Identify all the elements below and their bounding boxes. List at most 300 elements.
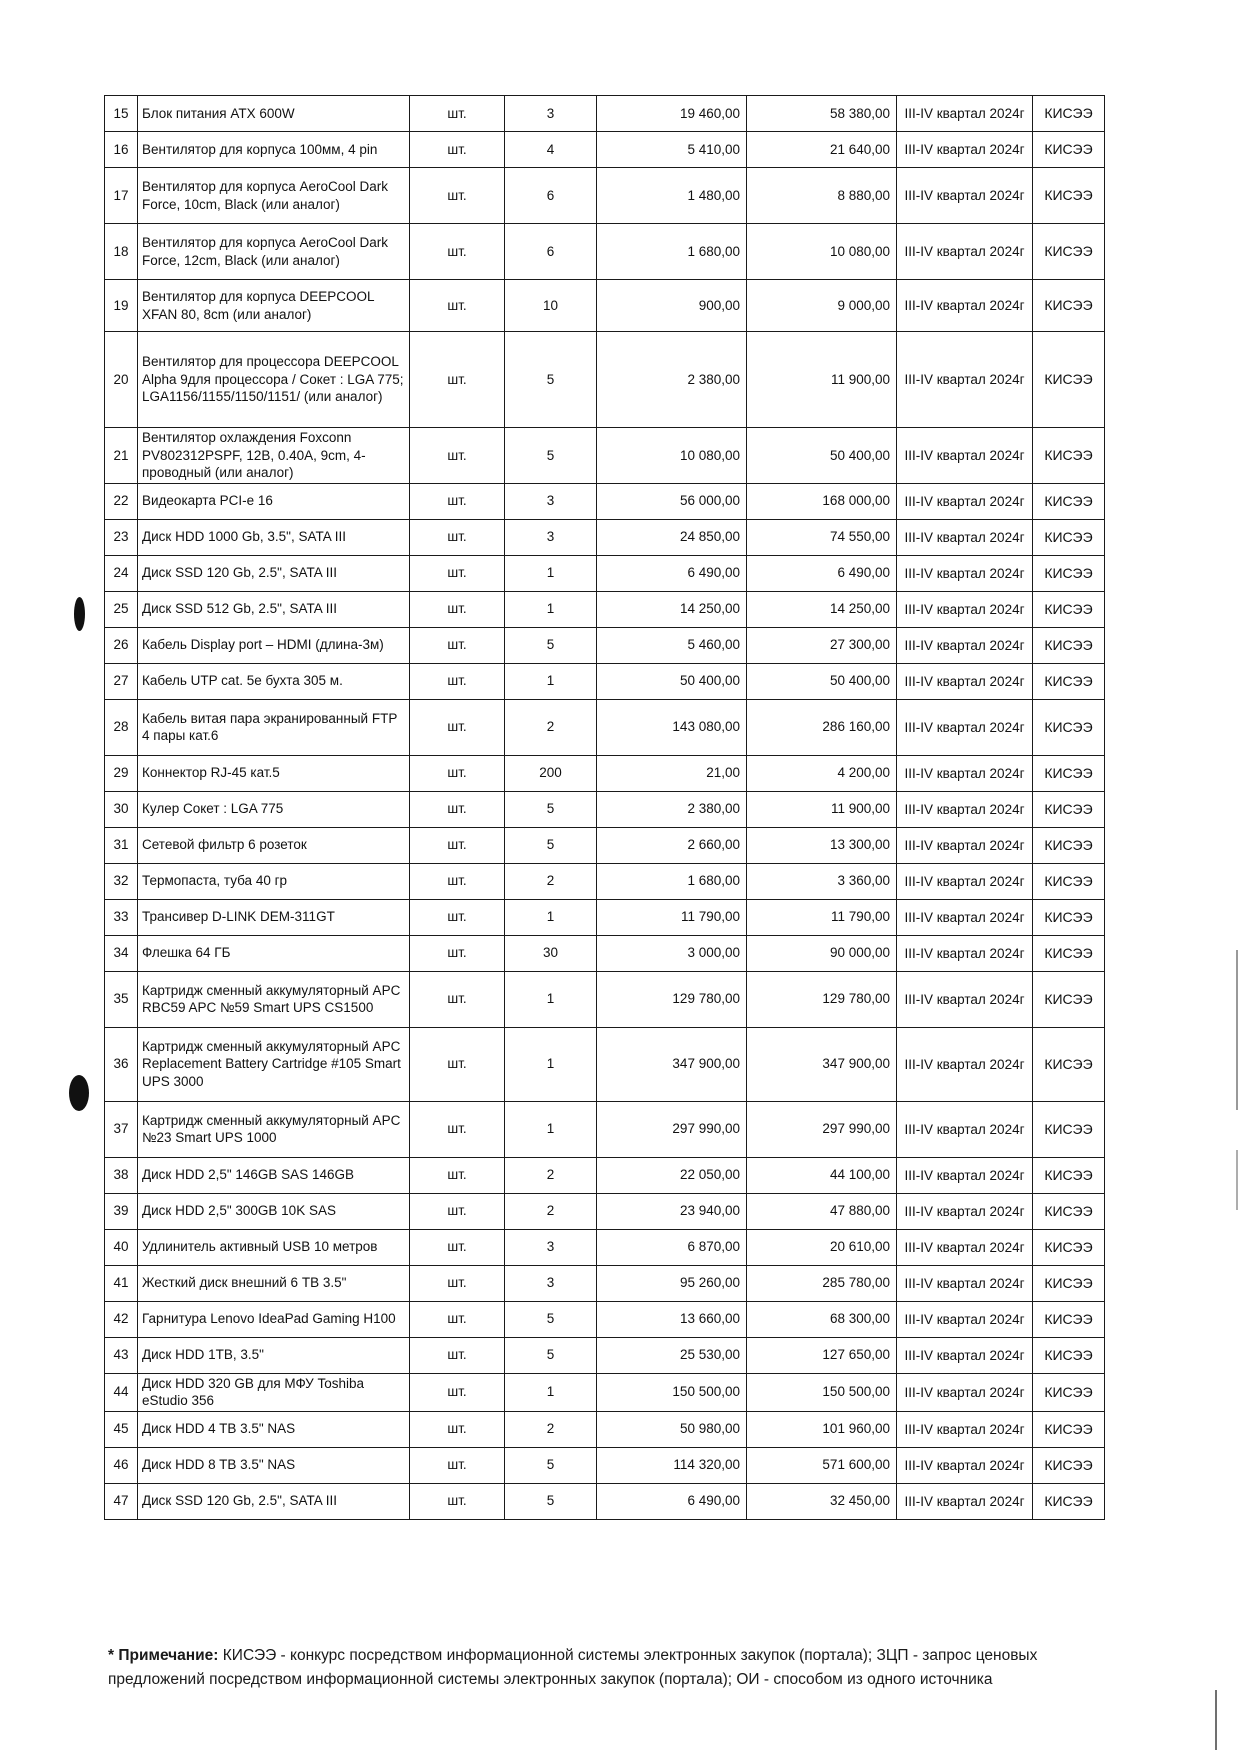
unit-cell: шт.	[410, 935, 505, 971]
quantity-cell: 2	[505, 863, 597, 899]
quantity-cell: 2	[505, 699, 597, 755]
delivery-period-cell: III-IV квартал 2024г	[897, 827, 1033, 863]
unit-cell: шт.	[410, 1447, 505, 1483]
unit-cell: шт.	[410, 519, 505, 555]
delivery-period-cell: III-IV квартал 2024г	[897, 935, 1033, 971]
quantity-cell: 5	[505, 791, 597, 827]
total-sum-cell: 13 300,00	[747, 827, 897, 863]
unit-cell: шт.	[410, 1337, 505, 1373]
table-row	[105, 1101, 1105, 1157]
table-row	[105, 1027, 1105, 1101]
table-row	[105, 224, 1105, 280]
item-name-cell: Диск SSD 120 Gb, 2.5", SATA III	[138, 1483, 410, 1519]
delivery-period-cell: III-IV квартал 2024г	[897, 699, 1033, 755]
procurement-method-cell: КИСЭЭ	[1033, 1447, 1105, 1483]
quantity-cell: 6	[505, 168, 597, 224]
table-row	[105, 699, 1105, 755]
procurement-method-cell: КИСЭЭ	[1033, 1193, 1105, 1229]
total-sum-cell: 571 600,00	[747, 1447, 897, 1483]
unit-price-cell: 10 080,00	[597, 428, 747, 484]
table-row	[105, 168, 1105, 224]
unit-price-cell: 5 410,00	[597, 132, 747, 168]
row-number-cell: 20	[105, 332, 138, 428]
punch-hole-mark	[69, 1075, 89, 1111]
table-row	[105, 591, 1105, 627]
unit-price-cell: 23 940,00	[597, 1193, 747, 1229]
delivery-period-cell: III-IV квартал 2024г	[897, 132, 1033, 168]
procurement-method-cell: КИСЭЭ	[1033, 1265, 1105, 1301]
table-row	[105, 1411, 1105, 1447]
unit-price-cell: 1 680,00	[597, 863, 747, 899]
item-name-cell: Сетевой фильтр 6 розеток	[138, 827, 410, 863]
row-number-cell: 36	[105, 1027, 138, 1101]
item-name-cell: Картридж сменный аккумуляторный APC Replacement Battery Cartridge #105 Smart UPS 3000	[138, 1027, 410, 1101]
quantity-cell: 5	[505, 1301, 597, 1337]
quantity-cell: 1	[505, 899, 597, 935]
unit-cell: шт.	[410, 1411, 505, 1447]
row-number-cell: 44	[105, 1373, 138, 1411]
procurement-method-cell: КИСЭЭ	[1033, 168, 1105, 224]
total-sum-cell: 9 000,00	[747, 280, 897, 332]
procurement-method-cell: КИСЭЭ	[1033, 1229, 1105, 1265]
quantity-cell: 3	[505, 519, 597, 555]
row-number-cell: 45	[105, 1411, 138, 1447]
table-row	[105, 863, 1105, 899]
quantity-cell: 200	[505, 755, 597, 791]
unit-price-cell: 900,00	[597, 280, 747, 332]
procurement-method-cell: КИСЭЭ	[1033, 791, 1105, 827]
procurement-method-cell: КИСЭЭ	[1033, 555, 1105, 591]
unit-price-cell: 22 050,00	[597, 1157, 747, 1193]
unit-cell: шт.	[410, 755, 505, 791]
total-sum-cell: 297 990,00	[747, 1101, 897, 1157]
quantity-cell: 3	[505, 1265, 597, 1301]
quantity-cell: 1	[505, 555, 597, 591]
procurement-method-cell: КИСЭЭ	[1033, 132, 1105, 168]
table-row	[105, 519, 1105, 555]
total-sum-cell: 3 360,00	[747, 863, 897, 899]
total-sum-cell: 11 900,00	[747, 791, 897, 827]
procurement-method-cell: КИСЭЭ	[1033, 483, 1105, 519]
delivery-period-cell: III-IV квартал 2024г	[897, 899, 1033, 935]
table-row	[105, 663, 1105, 699]
total-sum-cell: 21 640,00	[747, 132, 897, 168]
unit-cell: шт.	[410, 591, 505, 627]
procurement-method-cell: КИСЭЭ	[1033, 899, 1105, 935]
row-number-cell: 27	[105, 663, 138, 699]
table-row	[105, 1229, 1105, 1265]
unit-cell: шт.	[410, 899, 505, 935]
total-sum-cell: 11 790,00	[747, 899, 897, 935]
unit-cell: шт.	[410, 1193, 505, 1229]
item-name-cell: Картридж сменный аккумуляторный APC №23 Smart UPS 1000	[138, 1101, 410, 1157]
delivery-period-cell: III-IV квартал 2024г	[897, 1373, 1033, 1411]
delivery-period-cell: III-IV квартал 2024г	[897, 1301, 1033, 1337]
table-row	[105, 827, 1105, 863]
quantity-cell: 5	[505, 1447, 597, 1483]
row-number-cell: 24	[105, 555, 138, 591]
table-row	[105, 428, 1105, 484]
total-sum-cell: 44 100,00	[747, 1157, 897, 1193]
unit-price-cell: 95 260,00	[597, 1265, 747, 1301]
table-row	[105, 132, 1105, 168]
unit-price-cell: 6 490,00	[597, 1483, 747, 1519]
unit-cell: шт.	[410, 863, 505, 899]
table-row	[105, 1157, 1105, 1193]
total-sum-cell: 50 400,00	[747, 428, 897, 484]
unit-price-cell: 14 250,00	[597, 591, 747, 627]
table-row	[105, 627, 1105, 663]
scan-edge-mark	[1236, 950, 1238, 1110]
procurement-method-cell: КИСЭЭ	[1033, 971, 1105, 1027]
unit-price-cell: 347 900,00	[597, 1027, 747, 1101]
procurement-method-cell: КИСЭЭ	[1033, 1337, 1105, 1373]
table-body	[105, 96, 1105, 1520]
unit-cell: шт.	[410, 428, 505, 484]
unit-cell: шт.	[410, 224, 505, 280]
table-row	[105, 791, 1105, 827]
delivery-period-cell: III-IV квартал 2024г	[897, 519, 1033, 555]
unit-cell: шт.	[410, 627, 505, 663]
row-number-cell: 25	[105, 591, 138, 627]
item-name-cell: Кабель витая пара экранированный FTP 4 пары кат.6	[138, 699, 410, 755]
quantity-cell: 1	[505, 1027, 597, 1101]
procurement-method-cell: КИСЭЭ	[1033, 1027, 1105, 1101]
table-row	[105, 971, 1105, 1027]
procurement-method-cell: КИСЭЭ	[1033, 1157, 1105, 1193]
unit-cell: шт.	[410, 332, 505, 428]
total-sum-cell: 150 500,00	[747, 1373, 897, 1411]
unit-price-cell: 50 980,00	[597, 1411, 747, 1447]
delivery-period-cell: III-IV квартал 2024г	[897, 663, 1033, 699]
row-number-cell: 28	[105, 699, 138, 755]
quantity-cell: 5	[505, 332, 597, 428]
total-sum-cell: 8 880,00	[747, 168, 897, 224]
table-row	[105, 483, 1105, 519]
item-name-cell: Вентилятор для корпуса DEEPCOOL XFAN 80, 8cm (или аналог)	[138, 280, 410, 332]
row-number-cell: 26	[105, 627, 138, 663]
total-sum-cell: 27 300,00	[747, 627, 897, 663]
unit-cell: шт.	[410, 699, 505, 755]
quantity-cell: 2	[505, 1157, 597, 1193]
unit-cell: шт.	[410, 483, 505, 519]
item-name-cell: Термопаста, туба 40 гр	[138, 863, 410, 899]
delivery-period-cell: III-IV квартал 2024г	[897, 332, 1033, 428]
quantity-cell: 3	[505, 1229, 597, 1265]
unit-price-cell: 114 320,00	[597, 1447, 747, 1483]
procurement-method-cell: КИСЭЭ	[1033, 591, 1105, 627]
procurement-method-cell: КИСЭЭ	[1033, 332, 1105, 428]
row-number-cell: 17	[105, 168, 138, 224]
delivery-period-cell: III-IV квартал 2024г	[897, 1027, 1033, 1101]
table-row	[105, 1483, 1105, 1519]
quantity-cell: 2	[505, 1193, 597, 1229]
table-row	[105, 1447, 1105, 1483]
row-number-cell: 16	[105, 132, 138, 168]
unit-price-cell: 6 870,00	[597, 1229, 747, 1265]
row-number-cell: 46	[105, 1447, 138, 1483]
unit-price-cell: 24 850,00	[597, 519, 747, 555]
item-name-cell: Диск HDD 4 TB 3.5" NAS	[138, 1411, 410, 1447]
delivery-period-cell: III-IV квартал 2024г	[897, 1483, 1033, 1519]
row-number-cell: 34	[105, 935, 138, 971]
item-name-cell: Флешка 64 ГБ	[138, 935, 410, 971]
procurement-method-cell: КИСЭЭ	[1033, 935, 1105, 971]
total-sum-cell: 285 780,00	[747, 1265, 897, 1301]
unit-price-cell: 1 680,00	[597, 224, 747, 280]
total-sum-cell: 11 900,00	[747, 332, 897, 428]
procurement-method-cell: КИСЭЭ	[1033, 280, 1105, 332]
procurement-method-cell: КИСЭЭ	[1033, 224, 1105, 280]
delivery-period-cell: III-IV квартал 2024г	[897, 555, 1033, 591]
unit-price-cell: 297 990,00	[597, 1101, 747, 1157]
procurement-method-cell: КИСЭЭ	[1033, 699, 1105, 755]
item-name-cell: Диск HDD 2,5" 146GB SAS 146GB	[138, 1157, 410, 1193]
unit-cell: шт.	[410, 1229, 505, 1265]
total-sum-cell: 14 250,00	[747, 591, 897, 627]
row-number-cell: 35	[105, 971, 138, 1027]
row-number-cell: 29	[105, 755, 138, 791]
unit-cell: шт.	[410, 1301, 505, 1337]
delivery-period-cell: III-IV квартал 2024г	[897, 1229, 1033, 1265]
item-name-cell: Картридж сменный аккумуляторный APC RBC59 APC №59 Smart UPS CS1500	[138, 971, 410, 1027]
item-name-cell: Блок питания ATX 600W	[138, 96, 410, 132]
row-number-cell: 33	[105, 899, 138, 935]
procurement-method-cell: КИСЭЭ	[1033, 96, 1105, 132]
item-name-cell: Диск HDD 1000 Gb, 3.5", SATA III	[138, 519, 410, 555]
delivery-period-cell: III-IV квартал 2024г	[897, 1265, 1033, 1301]
total-sum-cell: 32 450,00	[747, 1483, 897, 1519]
row-number-cell: 47	[105, 1483, 138, 1519]
unit-price-cell: 129 780,00	[597, 971, 747, 1027]
procurement-method-cell: КИСЭЭ	[1033, 863, 1105, 899]
unit-cell: шт.	[410, 663, 505, 699]
table-row	[105, 935, 1105, 971]
delivery-period-cell: III-IV квартал 2024г	[897, 224, 1033, 280]
delivery-period-cell: III-IV квартал 2024г	[897, 971, 1033, 1027]
procurement-method-cell: КИСЭЭ	[1033, 663, 1105, 699]
row-number-cell: 23	[105, 519, 138, 555]
scan-edge-mark	[1236, 1150, 1238, 1210]
quantity-cell: 1	[505, 663, 597, 699]
quantity-cell: 2	[505, 1411, 597, 1447]
item-name-cell: Вентилятор для корпуса AeroCool Dark Force, 12cm, Black (или аналог)	[138, 224, 410, 280]
unit-cell: шт.	[410, 132, 505, 168]
row-number-cell: 18	[105, 224, 138, 280]
quantity-cell: 5	[505, 627, 597, 663]
row-number-cell: 30	[105, 791, 138, 827]
row-number-cell: 43	[105, 1337, 138, 1373]
quantity-cell: 1	[505, 971, 597, 1027]
table-row	[105, 1193, 1105, 1229]
row-number-cell: 37	[105, 1101, 138, 1157]
table-row	[105, 332, 1105, 428]
item-name-cell: Видеокарта PCI-e 16	[138, 483, 410, 519]
item-name-cell: Кабель Display port – HDMI (длина-3м)	[138, 627, 410, 663]
total-sum-cell: 74 550,00	[747, 519, 897, 555]
unit-price-cell: 143 080,00	[597, 699, 747, 755]
row-number-cell: 40	[105, 1229, 138, 1265]
table-row	[105, 1337, 1105, 1373]
item-name-cell: Вентилятор для корпуса 100мм, 4 pin	[138, 132, 410, 168]
procurement-method-cell: КИСЭЭ	[1033, 1411, 1105, 1447]
unit-price-cell: 6 490,00	[597, 555, 747, 591]
table-row	[105, 96, 1105, 132]
total-sum-cell: 4 200,00	[747, 755, 897, 791]
row-number-cell: 41	[105, 1265, 138, 1301]
item-name-cell: Диск SSD 120 Gb, 2.5", SATA III	[138, 555, 410, 591]
unit-price-cell: 3 000,00	[597, 935, 747, 971]
total-sum-cell: 127 650,00	[747, 1337, 897, 1373]
delivery-period-cell: III-IV квартал 2024г	[897, 96, 1033, 132]
delivery-period-cell: III-IV квартал 2024г	[897, 755, 1033, 791]
procurement-method-cell: КИСЭЭ	[1033, 519, 1105, 555]
item-name-cell: Удлинитель активный USB 10 метров	[138, 1229, 410, 1265]
footnote	[108, 1644, 1108, 1692]
row-number-cell: 42	[105, 1301, 138, 1337]
total-sum-cell: 129 780,00	[747, 971, 897, 1027]
quantity-cell: 30	[505, 935, 597, 971]
quantity-cell: 1	[505, 1101, 597, 1157]
delivery-period-cell: III-IV квартал 2024г	[897, 863, 1033, 899]
total-sum-cell: 101 960,00	[747, 1411, 897, 1447]
quantity-cell: 5	[505, 1337, 597, 1373]
quantity-cell: 4	[505, 132, 597, 168]
procurement-method-cell: КИСЭЭ	[1033, 627, 1105, 663]
item-name-cell: Диск HDD 1TB, 3.5"	[138, 1337, 410, 1373]
row-number-cell: 21	[105, 428, 138, 484]
unit-price-cell: 25 530,00	[597, 1337, 747, 1373]
item-name-cell: Диск HDD 320 GB для МФУ Toshiba eStudio 356	[138, 1373, 410, 1411]
total-sum-cell: 20 610,00	[747, 1229, 897, 1265]
unit-price-cell: 2 660,00	[597, 827, 747, 863]
unit-cell: шт.	[410, 971, 505, 1027]
quantity-cell: 6	[505, 224, 597, 280]
unit-price-cell: 5 460,00	[597, 627, 747, 663]
unit-cell: шт.	[410, 96, 505, 132]
item-name-cell: Коннектор RJ-45 кат.5	[138, 755, 410, 791]
quantity-cell: 3	[505, 483, 597, 519]
unit-cell: шт.	[410, 1483, 505, 1519]
total-sum-cell: 347 900,00	[747, 1027, 897, 1101]
row-number-cell: 38	[105, 1157, 138, 1193]
delivery-period-cell: III-IV квартал 2024г	[897, 1411, 1033, 1447]
procurement-method-cell: КИСЭЭ	[1033, 755, 1105, 791]
quantity-cell: 1	[505, 1373, 597, 1411]
item-name-cell: Кулер Сокет : LGA 775	[138, 791, 410, 827]
delivery-period-cell: III-IV квартал 2024г	[897, 1447, 1033, 1483]
item-name-cell: Кабель UTP cat. 5e бухта 305 м.	[138, 663, 410, 699]
procurement-method-cell: КИСЭЭ	[1033, 1101, 1105, 1157]
total-sum-cell: 286 160,00	[747, 699, 897, 755]
unit-cell: шт.	[410, 168, 505, 224]
table-row	[105, 280, 1105, 332]
item-name-cell: Трансивер D-LINK DEM-311GT	[138, 899, 410, 935]
row-number-cell: 15	[105, 96, 138, 132]
table-row	[105, 555, 1105, 591]
row-number-cell: 31	[105, 827, 138, 863]
unit-cell: шт.	[410, 280, 505, 332]
quantity-cell: 3	[505, 96, 597, 132]
delivery-period-cell: III-IV квартал 2024г	[897, 428, 1033, 484]
table-row	[105, 1373, 1105, 1411]
quantity-cell: 1	[505, 591, 597, 627]
unit-price-cell: 13 660,00	[597, 1301, 747, 1337]
delivery-period-cell: III-IV квартал 2024г	[897, 1337, 1033, 1373]
unit-cell: шт.	[410, 555, 505, 591]
table-row	[105, 1301, 1105, 1337]
delivery-period-cell: III-IV квартал 2024г	[897, 627, 1033, 663]
scan-edge-mark	[1215, 1690, 1217, 1750]
total-sum-cell: 50 400,00	[747, 663, 897, 699]
procurement-method-cell: КИСЭЭ	[1033, 827, 1105, 863]
quantity-cell: 5	[505, 1483, 597, 1519]
delivery-period-cell: III-IV квартал 2024г	[897, 1193, 1033, 1229]
quantity-cell: 5	[505, 827, 597, 863]
delivery-period-cell: III-IV квартал 2024г	[897, 483, 1033, 519]
footnote-label: * Примечание:	[108, 1647, 219, 1664]
item-name-cell: Вентилятор для процессора DEEPCOOL Alpha 9для процессора / Сокет : LGA 775; LGA1156/1155/1150/1151/ (или аналог)	[138, 332, 410, 428]
procurement-method-cell: КИСЭЭ	[1033, 1373, 1105, 1411]
delivery-period-cell: III-IV квартал 2024г	[897, 791, 1033, 827]
unit-price-cell: 56 000,00	[597, 483, 747, 519]
item-name-cell: Диск HDD 8 TB 3.5" NAS	[138, 1447, 410, 1483]
row-number-cell: 32	[105, 863, 138, 899]
table-row	[105, 755, 1105, 791]
procurement-method-cell: КИСЭЭ	[1033, 428, 1105, 484]
punch-hole-mark	[74, 597, 85, 631]
unit-cell: шт.	[410, 827, 505, 863]
unit-price-cell: 19 460,00	[597, 96, 747, 132]
item-name-cell: Гарнитура Lenovo IdeaPad Gaming H100	[138, 1301, 410, 1337]
delivery-period-cell: III-IV квартал 2024г	[897, 1101, 1033, 1157]
item-name-cell: Диск SSD 512 Gb, 2.5", SATA III	[138, 591, 410, 627]
unit-cell: шт.	[410, 1101, 505, 1157]
unit-cell: шт.	[410, 1265, 505, 1301]
unit-price-cell: 1 480,00	[597, 168, 747, 224]
total-sum-cell: 10 080,00	[747, 224, 897, 280]
procurement-method-cell: КИСЭЭ	[1033, 1301, 1105, 1337]
total-sum-cell: 58 380,00	[747, 96, 897, 132]
table-row	[105, 1265, 1105, 1301]
unit-price-cell: 2 380,00	[597, 332, 747, 428]
item-name-cell: Диск HDD 2,5" 300GB 10K SAS	[138, 1193, 410, 1229]
delivery-period-cell: III-IV квартал 2024г	[897, 1157, 1033, 1193]
footnote-text: КИСЭЭ - конкурс посредством информационной системы электронных закупок (портала); ЗЦП - запрос ценовых предложений посредством информационной системы электронных закупок (портала); ОИ - способом из одного источника	[108, 1647, 1038, 1688]
table-row	[105, 899, 1105, 935]
delivery-period-cell: III-IV квартал 2024г	[897, 280, 1033, 332]
item-name-cell: Вентилятор для корпуса AeroCool Dark Force, 10cm, Black (или аналог)	[138, 168, 410, 224]
unit-price-cell: 150 500,00	[597, 1373, 747, 1411]
item-name-cell: Жесткий диск внешний 6 TB 3.5"	[138, 1265, 410, 1301]
procurement-table	[104, 95, 1105, 1520]
row-number-cell: 22	[105, 483, 138, 519]
total-sum-cell: 6 490,00	[747, 555, 897, 591]
delivery-period-cell: III-IV квартал 2024г	[897, 591, 1033, 627]
total-sum-cell: 168 000,00	[747, 483, 897, 519]
unit-cell: шт.	[410, 1373, 505, 1411]
total-sum-cell: 68 300,00	[747, 1301, 897, 1337]
unit-cell: шт.	[410, 1157, 505, 1193]
unit-price-cell: 11 790,00	[597, 899, 747, 935]
unit-cell: шт.	[410, 1027, 505, 1101]
item-name-cell: Вентилятор охлаждения Foxconn PV802312PSPF, 12В, 0.40А, 9cm, 4-проводный (или аналог)	[138, 428, 410, 484]
total-sum-cell: 47 880,00	[747, 1193, 897, 1229]
row-number-cell: 39	[105, 1193, 138, 1229]
unit-price-cell: 50 400,00	[597, 663, 747, 699]
procurement-method-cell: КИСЭЭ	[1033, 1483, 1105, 1519]
quantity-cell: 10	[505, 280, 597, 332]
